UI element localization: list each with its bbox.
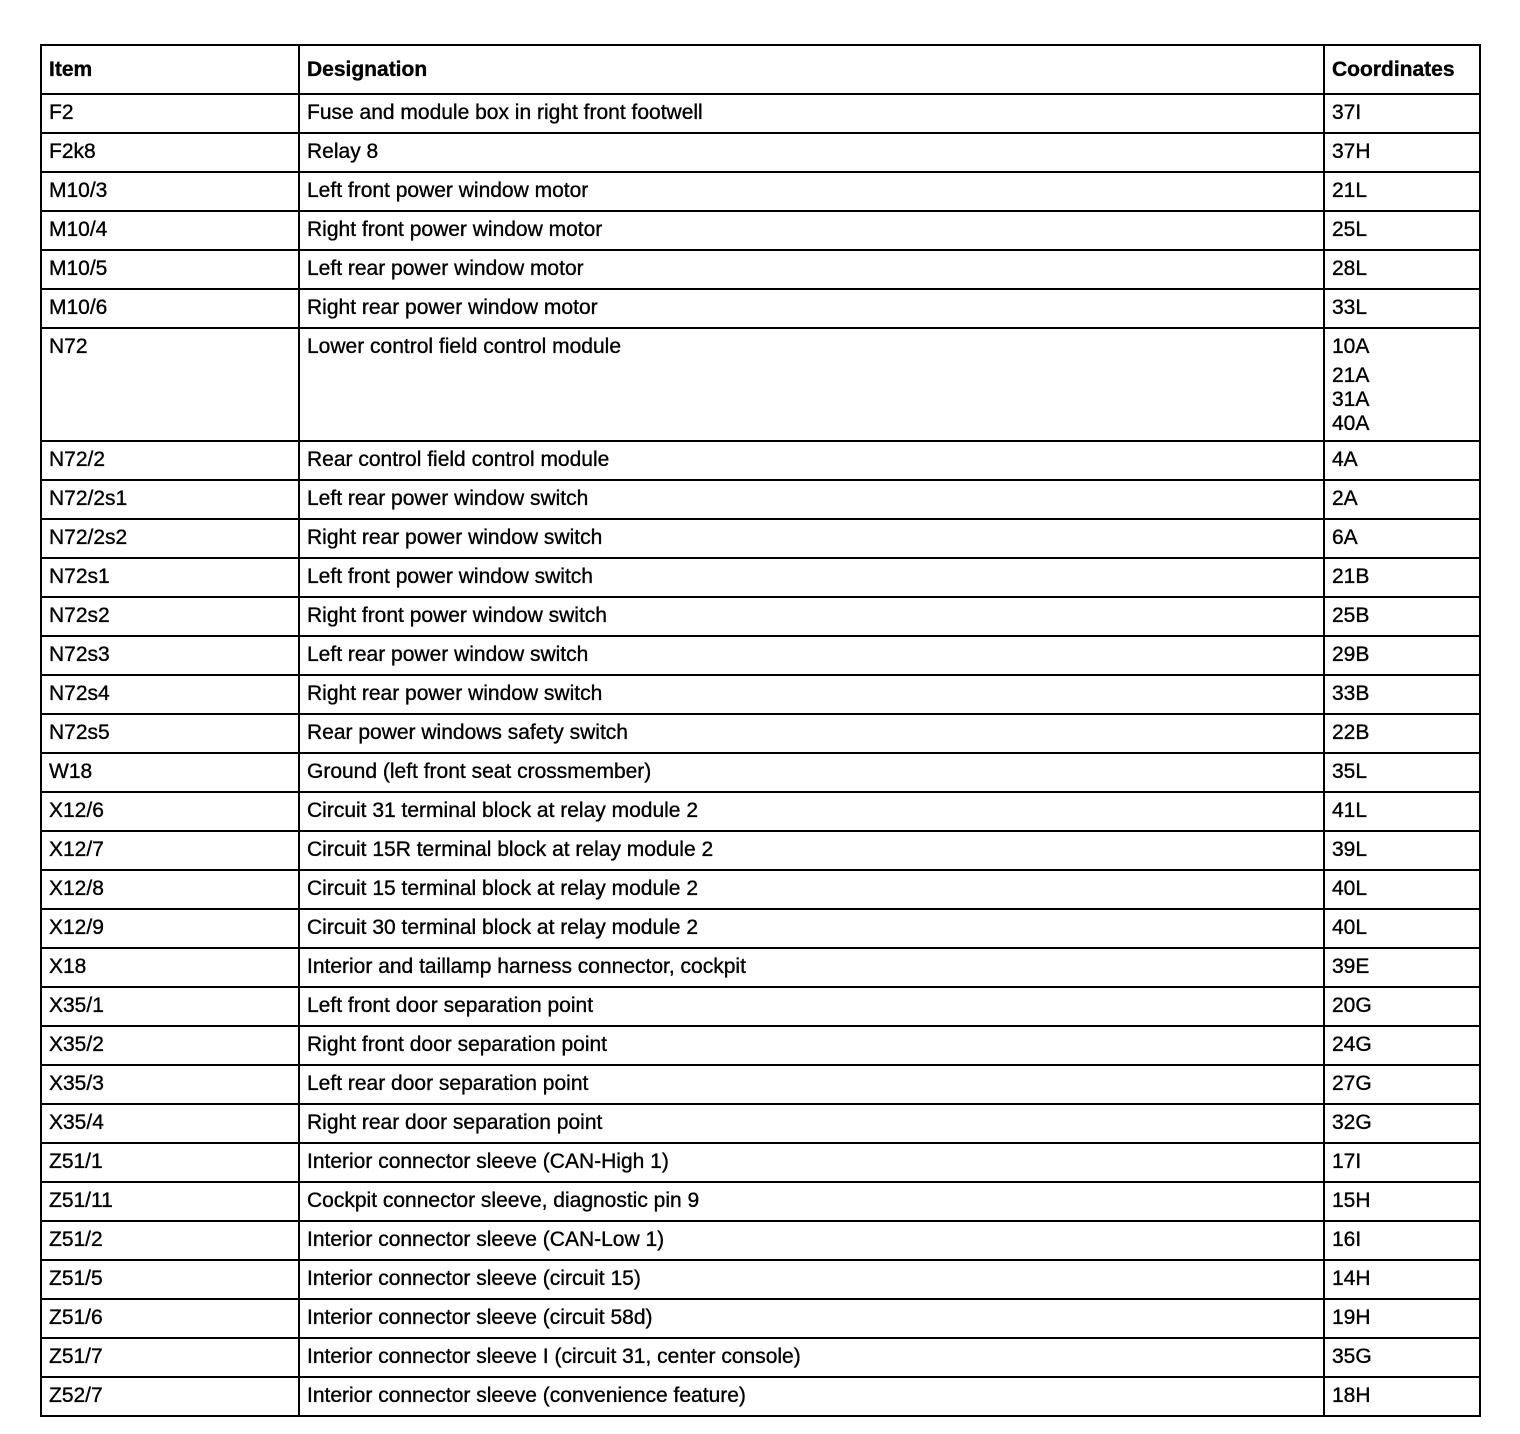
cell-coordinates bbox=[1324, 133, 1480, 172]
cell-coordinates bbox=[1324, 1182, 1480, 1221]
table-row bbox=[41, 753, 1480, 792]
cell-designation: Fuse and module box in right front footwell bbox=[299, 94, 1324, 133]
cell-designation: Left rear power window motor bbox=[299, 250, 1324, 289]
cell-coordinates bbox=[1324, 519, 1480, 558]
cell-coordinates bbox=[1324, 250, 1480, 289]
coordinate-value: 39E bbox=[1332, 955, 1370, 978]
table-body bbox=[41, 94, 1480, 1416]
coordinate-value: 29B bbox=[1332, 643, 1370, 666]
coordinate-value: 33B bbox=[1332, 682, 1370, 705]
table-row bbox=[41, 94, 1480, 133]
cell-item: N72s5 bbox=[41, 714, 299, 753]
table-row bbox=[41, 250, 1480, 289]
cell-designation: Ground (left front seat crossmember) bbox=[299, 753, 1324, 792]
table-row bbox=[41, 558, 1480, 597]
header-row bbox=[41, 45, 1480, 94]
cell-item: N72s2 bbox=[41, 597, 299, 636]
cell-item: N72/2 bbox=[41, 441, 299, 480]
cell-coordinates bbox=[1324, 675, 1480, 714]
cell-coordinates bbox=[1324, 172, 1480, 211]
cell-designation: Left front power window switch bbox=[299, 558, 1324, 597]
cell-coordinates bbox=[1324, 909, 1480, 948]
cell-item: X35/2 bbox=[41, 1026, 299, 1065]
coordinate-value: 21B bbox=[1332, 565, 1370, 588]
cell-coordinates bbox=[1324, 792, 1480, 831]
cell-item: X12/6 bbox=[41, 792, 299, 831]
cell-designation: Interior connector sleeve (CAN-High 1) bbox=[299, 1143, 1324, 1182]
coordinate-value: 10A bbox=[1332, 335, 1370, 358]
cell-coordinates bbox=[1324, 328, 1480, 441]
table-row bbox=[41, 1260, 1480, 1299]
cell-designation: Left rear power window switch bbox=[299, 636, 1324, 675]
coordinate-value: 21L bbox=[1332, 179, 1368, 202]
table-row bbox=[41, 1143, 1480, 1182]
cell-designation: Interior connector sleeve (convenience feature) bbox=[299, 1377, 1324, 1416]
coordinate-value: 39L bbox=[1332, 838, 1368, 861]
coordinate-value: 27G bbox=[1332, 1072, 1372, 1095]
cell-item: X35/3 bbox=[41, 1065, 299, 1104]
coordinate-value: 40A bbox=[1332, 412, 1370, 435]
table-row bbox=[41, 1026, 1480, 1065]
coordinate-value: 22B bbox=[1332, 721, 1370, 744]
cell-item: N72s4 bbox=[41, 675, 299, 714]
cell-coordinates bbox=[1324, 1104, 1480, 1143]
cell-designation: Circuit 31 terminal block at relay module 2 bbox=[299, 792, 1324, 831]
table-row bbox=[41, 519, 1480, 558]
cell-designation: Interior and taillamp harness connector, cockpit bbox=[299, 948, 1324, 987]
table-row bbox=[41, 289, 1480, 328]
coordinate-value: 2A bbox=[1332, 487, 1358, 510]
cell-designation: Right front power window motor bbox=[299, 211, 1324, 250]
cell-designation: Circuit 30 terminal block at relay module 2 bbox=[299, 909, 1324, 948]
coordinate-value: 15H bbox=[1332, 1189, 1371, 1212]
table-row bbox=[41, 870, 1480, 909]
cell-item: N72s3 bbox=[41, 636, 299, 675]
coordinate-value: 14H bbox=[1332, 1267, 1371, 1290]
cell-designation: Right rear power window switch bbox=[299, 519, 1324, 558]
cell-designation: Right rear power window motor bbox=[299, 289, 1324, 328]
coordinate-value: 24G bbox=[1332, 1033, 1372, 1056]
cell-item: M10/5 bbox=[41, 250, 299, 289]
cell-item: Z51/6 bbox=[41, 1299, 299, 1338]
component-legend-table bbox=[40, 44, 1481, 1417]
table-row bbox=[41, 1221, 1480, 1260]
cell-item: Z51/7 bbox=[41, 1338, 299, 1377]
cell-item: X35/4 bbox=[41, 1104, 299, 1143]
cell-coordinates bbox=[1324, 1338, 1480, 1377]
cell-item: X12/9 bbox=[41, 909, 299, 948]
cell-coordinates bbox=[1324, 211, 1480, 250]
cell-item: X12/8 bbox=[41, 870, 299, 909]
coordinate-value: 35L bbox=[1332, 760, 1368, 783]
table-row bbox=[41, 1338, 1480, 1377]
table-row bbox=[41, 441, 1480, 480]
coordinate-value: 17I bbox=[1332, 1150, 1362, 1173]
table-row bbox=[41, 948, 1480, 987]
table-row bbox=[41, 909, 1480, 948]
coordinate-value: 33L bbox=[1332, 296, 1368, 319]
cell-coordinates bbox=[1324, 558, 1480, 597]
cell-designation: Relay 8 bbox=[299, 133, 1324, 172]
cell-coordinates bbox=[1324, 714, 1480, 753]
cell-item: Z51/2 bbox=[41, 1221, 299, 1260]
table-row bbox=[41, 1377, 1480, 1416]
cell-item: F2k8 bbox=[41, 133, 299, 172]
cell-designation: Right front door separation point bbox=[299, 1026, 1324, 1065]
coordinate-value: 28L bbox=[1332, 257, 1368, 280]
cell-item: Z51/1 bbox=[41, 1143, 299, 1182]
coordinate-value: 18H bbox=[1332, 1384, 1371, 1407]
cell-designation: Right rear power window switch bbox=[299, 675, 1324, 714]
cell-designation: Rear power windows safety switch bbox=[299, 714, 1324, 753]
cell-item: X12/7 bbox=[41, 831, 299, 870]
cell-item: N72s1 bbox=[41, 558, 299, 597]
cell-designation: Left rear power window switch bbox=[299, 480, 1324, 519]
table-row bbox=[41, 792, 1480, 831]
cell-designation: Left front door separation point bbox=[299, 987, 1324, 1026]
cell-coordinates bbox=[1324, 636, 1480, 675]
table-header bbox=[41, 45, 1480, 94]
coordinate-value: 20G bbox=[1332, 994, 1372, 1017]
coordinate-value: 40L bbox=[1332, 916, 1368, 939]
coordinate-value: 16I bbox=[1332, 1228, 1362, 1251]
cell-item: Z52/7 bbox=[41, 1377, 299, 1416]
cell-item: W18 bbox=[41, 753, 299, 792]
cell-designation: Rear control field control module bbox=[299, 441, 1324, 480]
cell-coordinates bbox=[1324, 987, 1480, 1026]
table-row bbox=[41, 987, 1480, 1026]
cell-designation: Circuit 15R terminal block at relay module 2 bbox=[299, 831, 1324, 870]
table-row bbox=[41, 133, 1480, 172]
cell-item: X35/1 bbox=[41, 987, 299, 1026]
table-row bbox=[41, 1065, 1480, 1104]
cell-item: N72/2s2 bbox=[41, 519, 299, 558]
coordinate-value: 40L bbox=[1332, 877, 1368, 900]
cell-coordinates bbox=[1324, 1299, 1480, 1338]
header-designation: Designation bbox=[299, 45, 1324, 94]
cell-coordinates bbox=[1324, 441, 1480, 480]
coordinate-value: 21A bbox=[1332, 364, 1370, 387]
table-row bbox=[41, 172, 1480, 211]
cell-coordinates bbox=[1324, 1026, 1480, 1065]
table-row bbox=[41, 597, 1480, 636]
cell-item: N72/2s1 bbox=[41, 480, 299, 519]
header-item: Item bbox=[41, 45, 299, 94]
cell-designation: Circuit 15 terminal block at relay module 2 bbox=[299, 870, 1324, 909]
table-row bbox=[41, 480, 1480, 519]
header-coordinates: Coordinates bbox=[1324, 45, 1480, 94]
cell-designation: Interior connector sleeve (circuit 58d) bbox=[299, 1299, 1324, 1338]
cell-coordinates bbox=[1324, 480, 1480, 519]
cell-item: M10/6 bbox=[41, 289, 299, 328]
coordinate-value: 4A bbox=[1332, 448, 1358, 471]
table-row bbox=[41, 328, 1480, 441]
cell-coordinates bbox=[1324, 1377, 1480, 1416]
cell-item: F2 bbox=[41, 94, 299, 133]
coordinate-value: 25L bbox=[1332, 218, 1368, 241]
coordinate-value: 19H bbox=[1332, 1306, 1371, 1329]
cell-item: M10/4 bbox=[41, 211, 299, 250]
cell-coordinates bbox=[1324, 1065, 1480, 1104]
coordinate-value: 25B bbox=[1332, 604, 1370, 627]
table-row bbox=[41, 675, 1480, 714]
cell-designation: Interior connector sleeve (circuit 15) bbox=[299, 1260, 1324, 1299]
cell-item: N72 bbox=[41, 328, 299, 441]
table-row bbox=[41, 831, 1480, 870]
cell-designation: Right front power window switch bbox=[299, 597, 1324, 636]
coordinate-value: 37H bbox=[1332, 140, 1371, 163]
coordinate-value: 37I bbox=[1332, 101, 1362, 124]
cell-designation: Cockpit connector sleeve, diagnostic pin 9 bbox=[299, 1182, 1324, 1221]
table-row bbox=[41, 636, 1480, 675]
cell-coordinates bbox=[1324, 948, 1480, 987]
table-row bbox=[41, 1182, 1480, 1221]
cell-coordinates bbox=[1324, 1221, 1480, 1260]
cell-coordinates bbox=[1324, 1260, 1480, 1299]
cell-coordinates bbox=[1324, 870, 1480, 909]
table-row bbox=[41, 1299, 1480, 1338]
coordinate-value: 6A bbox=[1332, 526, 1358, 549]
cell-coordinates bbox=[1324, 597, 1480, 636]
cell-designation: Interior connector sleeve I (circuit 31, center console) bbox=[299, 1338, 1324, 1377]
cell-designation: Left front power window motor bbox=[299, 172, 1324, 211]
cell-designation: Interior connector sleeve (CAN-Low 1) bbox=[299, 1221, 1324, 1260]
cell-designation: Lower control field control module bbox=[299, 328, 1324, 441]
cell-coordinates bbox=[1324, 94, 1480, 133]
coordinate-value: 32G bbox=[1332, 1111, 1372, 1134]
table-row bbox=[41, 211, 1480, 250]
cell-item: Z51/11 bbox=[41, 1182, 299, 1221]
cell-designation: Right rear door separation point bbox=[299, 1104, 1324, 1143]
cell-item: M10/3 bbox=[41, 172, 299, 211]
cell-coordinates bbox=[1324, 1143, 1480, 1182]
cell-item: X18 bbox=[41, 948, 299, 987]
table-row bbox=[41, 1104, 1480, 1143]
coordinate-value: 31A bbox=[1332, 388, 1370, 411]
cell-coordinates bbox=[1324, 289, 1480, 328]
cell-item: Z51/5 bbox=[41, 1260, 299, 1299]
cell-coordinates bbox=[1324, 753, 1480, 792]
coordinate-value: 41L bbox=[1332, 799, 1368, 822]
cell-designation: Left rear door separation point bbox=[299, 1065, 1324, 1104]
table-row bbox=[41, 714, 1480, 753]
cell-coordinates bbox=[1324, 831, 1480, 870]
coordinate-value: 35G bbox=[1332, 1345, 1372, 1368]
